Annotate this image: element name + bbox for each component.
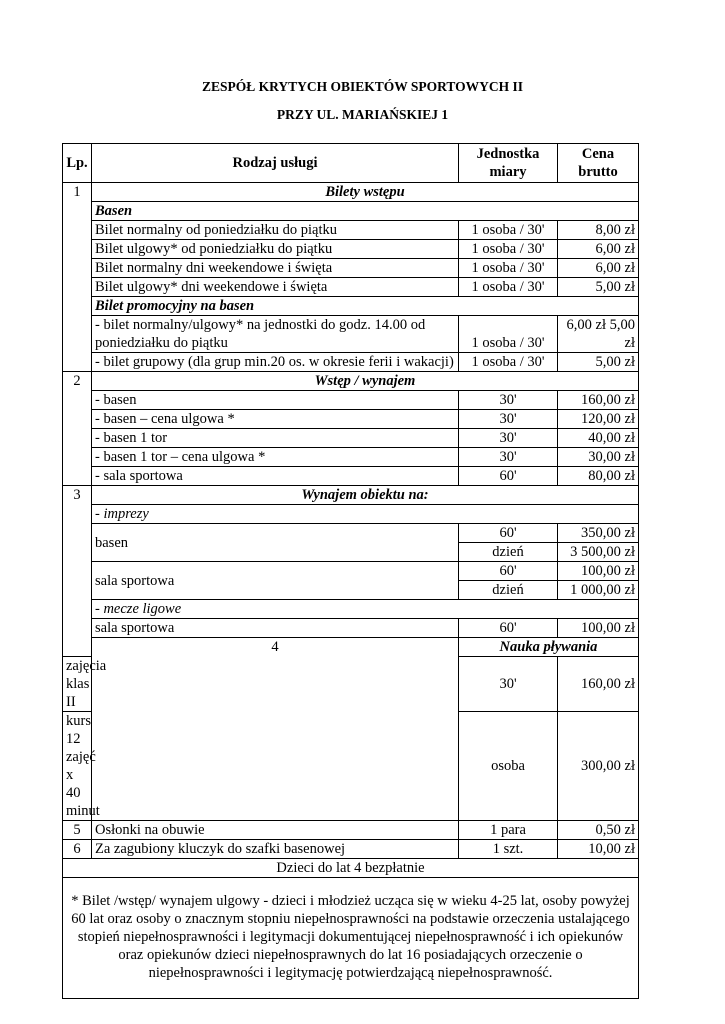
service-name: kurs 12 zajęć x 40 minut bbox=[63, 712, 92, 821]
service-unit: 30' bbox=[459, 391, 558, 410]
table-row bbox=[63, 448, 639, 467]
document-subtitle: PRZY UL. MARIAŃSKIEJ 1 bbox=[276, 107, 449, 122]
service-name: Bilet ulgowy* od poniedziałku do piątku bbox=[92, 240, 459, 259]
service-price: 40,00 zł bbox=[558, 429, 639, 448]
service-price: 6,00 zł bbox=[558, 240, 639, 259]
service-price: 10,00 zł bbox=[558, 840, 639, 859]
service-price: 8,00 zł bbox=[558, 221, 639, 240]
header-row bbox=[63, 144, 639, 183]
service-name: - sala sportowa bbox=[92, 467, 459, 486]
section-1-lp: 1 bbox=[63, 183, 92, 372]
table-row bbox=[63, 821, 639, 840]
service-unit: 60' bbox=[459, 562, 558, 581]
service-price: 6,00 zł bbox=[558, 259, 639, 278]
service-name: - bilet grupowy (dla grup min.20 os. w okresie ferii i wakacji) bbox=[92, 353, 459, 372]
service-price: 6,00 zł 5,00 zł bbox=[558, 316, 639, 353]
service-price: 300,00 zł bbox=[558, 712, 639, 821]
section-2-lp: 2 bbox=[63, 372, 92, 486]
table-row bbox=[63, 467, 639, 486]
header-price: Cena brutto bbox=[558, 144, 639, 183]
document-title: ZESPÓŁ KRYTYCH OBIEKTÓW SPORTOWYCH II bbox=[201, 79, 524, 94]
service-name: - basen 1 tor bbox=[92, 429, 459, 448]
service-unit: 30' bbox=[459, 410, 558, 429]
service-unit: 1 osoba / 30' bbox=[459, 353, 558, 372]
table-row bbox=[63, 240, 639, 259]
table-row bbox=[63, 278, 639, 297]
service-name: - basen bbox=[92, 391, 459, 410]
service-name: Bilet normalny dni weekendowe i święta bbox=[92, 259, 459, 278]
service-name: Za zagubiony kluczyk do szafki basenowej bbox=[92, 840, 459, 859]
table-row bbox=[63, 410, 639, 429]
service-price: 0,50 zł bbox=[558, 821, 639, 840]
service-unit: 30' bbox=[459, 429, 558, 448]
service-name: - bilet normalny/ulgowy* na jednostki do godz. 14.00 od poniedziałku do piątku bbox=[92, 316, 459, 353]
free-entry-note: Dzieci do lat 4 bezpłatnie bbox=[63, 859, 639, 878]
section-2-title: Wstęp / wynajem bbox=[92, 372, 639, 391]
service-name: zajęcia klas II bbox=[63, 657, 92, 712]
service-unit: 1 osoba / 30' bbox=[459, 240, 558, 259]
service-price: 3 500,00 zł bbox=[558, 543, 639, 562]
service-name: Bilet ulgowy* dni weekendowe i święta bbox=[92, 278, 459, 297]
table-row bbox=[63, 429, 639, 448]
table-row bbox=[63, 486, 639, 505]
service-unit: 1 para bbox=[459, 821, 558, 840]
service-unit: 1 szt. bbox=[459, 840, 558, 859]
section-3-lp: 3 bbox=[63, 486, 92, 657]
table-row bbox=[63, 372, 639, 391]
table-row bbox=[63, 297, 639, 316]
service-name: sala sportowa bbox=[92, 619, 459, 638]
service-price: 5,00 zł bbox=[558, 353, 639, 372]
header-service: Rodzaj usługi bbox=[92, 144, 459, 183]
header-unit: Jednostka miary bbox=[459, 144, 558, 183]
service-unit: osoba bbox=[459, 712, 558, 821]
service-unit: 1 osoba / 30' bbox=[459, 259, 558, 278]
service-price: 1 000,00 zł bbox=[558, 581, 639, 600]
subheading-mecze: - mecze ligowe bbox=[92, 600, 639, 619]
service-name: - basen 1 tor – cena ulgowa * bbox=[92, 448, 459, 467]
service-name: basen bbox=[92, 524, 459, 562]
header-lp: Lp. bbox=[63, 144, 92, 183]
service-unit: 60' bbox=[459, 619, 558, 638]
discount-footnote: * Bilet /wstęp/ wynajem ulgowy - dzieci i młodzież ucząca się w wieku 4-25 lat, osoby powyżej 60 lat oraz osoby o znacznym stopniu niepełnosprawności na podstawie orzeczenia ustalającego stopień niepełnosprawności i legitymacji dokumentującej niepełnosprawność i ich opiekunów oraz opiekunów dzieci niepełnosprawnych do lat 16 posiadających orzeczenie o niepełnosprawności i legitymację potwierdzającą niepełnosprawność. bbox=[63, 878, 639, 999]
table-row bbox=[63, 878, 639, 999]
table-row bbox=[63, 840, 639, 859]
service-price: 160,00 zł bbox=[558, 657, 639, 712]
service-price: 80,00 zł bbox=[558, 467, 639, 486]
service-price: 120,00 zł bbox=[558, 410, 639, 429]
service-price: 160,00 zł bbox=[558, 391, 639, 410]
section-4-lp: 4 bbox=[92, 638, 459, 821]
table-row bbox=[63, 202, 639, 221]
service-unit: 1 osoba / 30' bbox=[459, 221, 558, 240]
table-row bbox=[63, 391, 639, 410]
table-row bbox=[63, 524, 639, 543]
service-unit: 30' bbox=[459, 657, 558, 712]
section-6-lp: 6 bbox=[63, 840, 92, 859]
service-name: Bilet normalny od poniedziałku do piątku bbox=[92, 221, 459, 240]
service-price: 30,00 zł bbox=[558, 448, 639, 467]
subheading-basen: Basen bbox=[92, 202, 639, 221]
section-1-title: Bilety wstępu bbox=[92, 183, 639, 202]
service-unit: dzień bbox=[459, 543, 558, 562]
service-price: 5,00 zł bbox=[558, 278, 639, 297]
table-row bbox=[63, 562, 639, 581]
service-unit: 60' bbox=[459, 467, 558, 486]
subheading-imprezy: - imprezy bbox=[92, 505, 639, 524]
table-row bbox=[63, 638, 639, 657]
service-name: Osłonki na obuwie bbox=[92, 821, 459, 840]
service-price: 100,00 zł bbox=[558, 619, 639, 638]
table-row bbox=[63, 619, 639, 638]
section-5-lp: 5 bbox=[63, 821, 92, 840]
section-3-title: Wynajem obiektu na: bbox=[92, 486, 639, 505]
subheading-promo: Bilet promocyjny na basen bbox=[92, 297, 639, 316]
table-row bbox=[63, 859, 639, 878]
table-row bbox=[63, 505, 639, 524]
service-unit: 30' bbox=[459, 448, 558, 467]
table-row bbox=[63, 221, 639, 240]
service-price: 350,00 zł bbox=[558, 524, 639, 543]
service-unit: dzień bbox=[459, 581, 558, 600]
table-row bbox=[63, 259, 639, 278]
table-row bbox=[63, 183, 639, 202]
service-unit: 1 osoba / 30' bbox=[459, 316, 558, 353]
service-name: - basen – cena ulgowa * bbox=[92, 410, 459, 429]
table-row bbox=[63, 600, 639, 619]
service-unit: 1 osoba / 30' bbox=[459, 278, 558, 297]
section-4-title: Nauka pływania bbox=[459, 638, 639, 657]
service-unit: 60' bbox=[459, 524, 558, 543]
service-price: 100,00 zł bbox=[558, 562, 639, 581]
service-name: sala sportowa bbox=[92, 562, 459, 600]
price-table bbox=[62, 143, 639, 999]
